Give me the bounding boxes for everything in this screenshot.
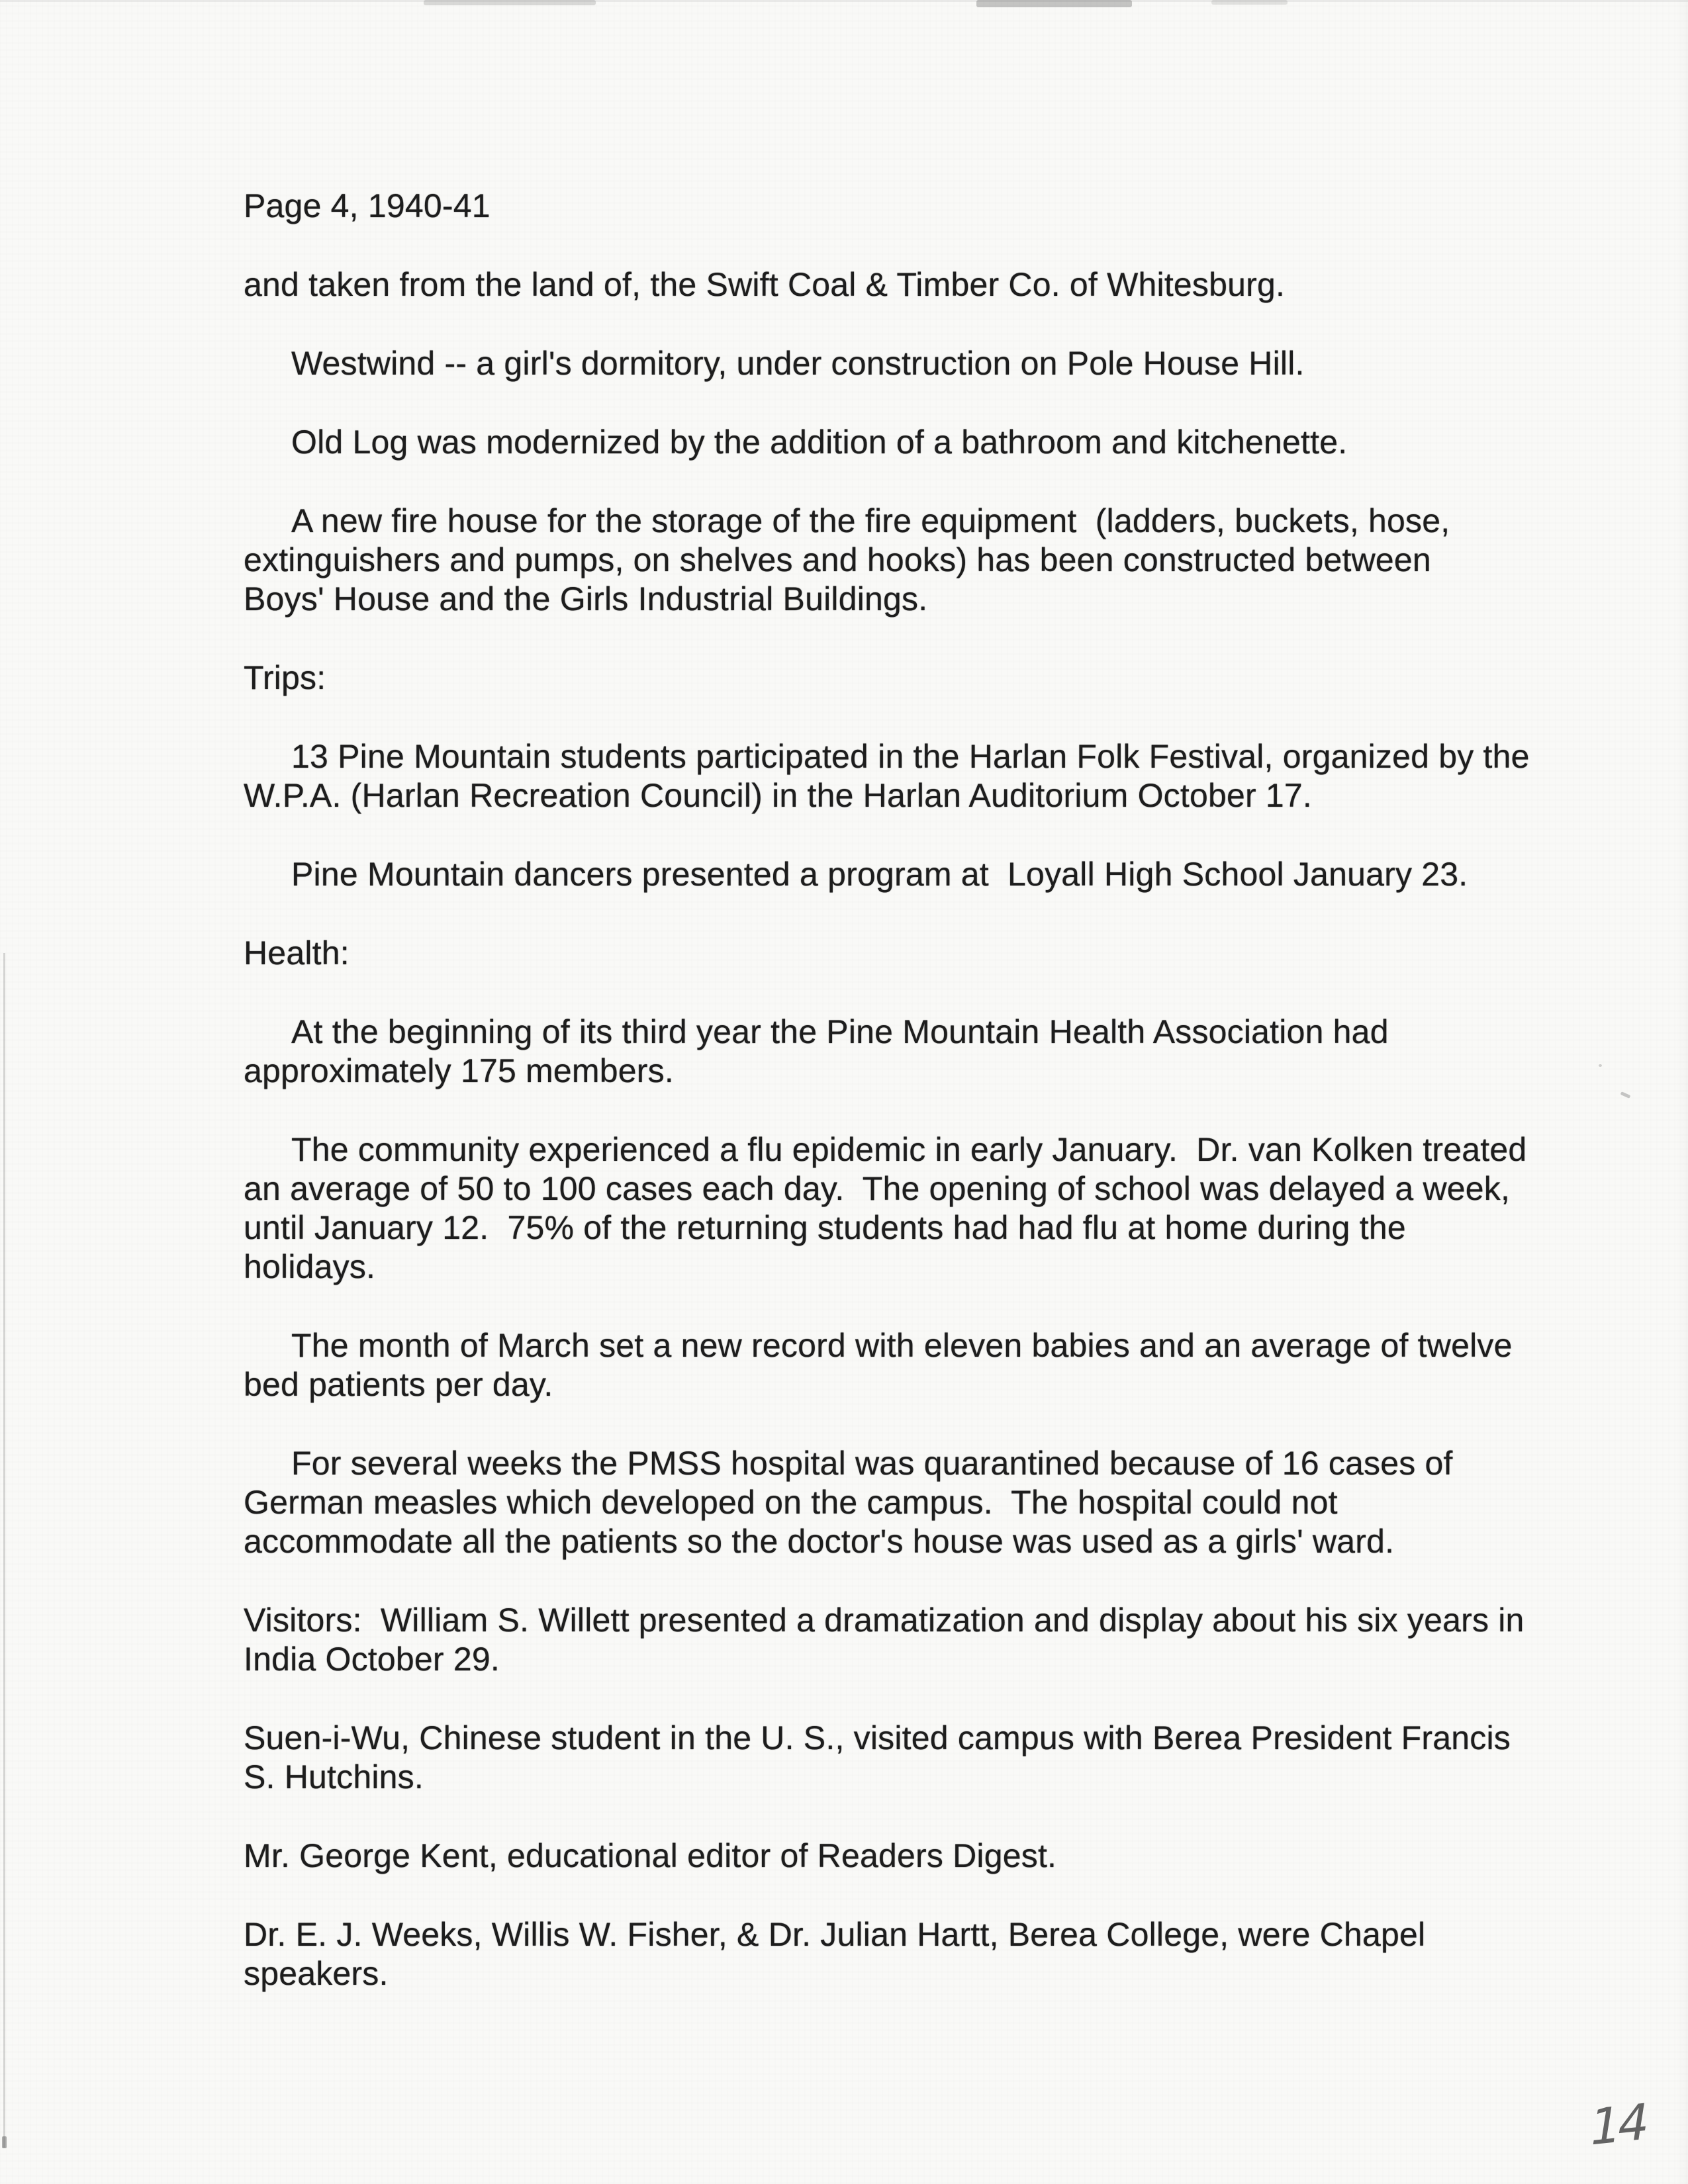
paragraph: [244, 344, 1601, 383]
text-line: W.P.A. (Harlan Recreation Council) in the Harlan Auditorium October 17.: [244, 777, 1313, 814]
text-line: Dr. E. J. Weeks, Willis W. Fisher, & Dr. Julian Hartt, Berea College, were Chapel: [244, 1916, 1426, 1953]
paragraph: [244, 1601, 1601, 1679]
scan-artifact-left-edge-line: [3, 953, 5, 2148]
paragraph: [244, 1013, 1601, 1091]
text-line: accommodate all the patients so the doctor's house was used as a girls' ward.: [244, 1523, 1395, 1560]
scan-artifact-top-edge-line: [0, 0, 1688, 2]
paragraph: [244, 1444, 1601, 1561]
text-line: Westwind -- a girl's dormitory, under construction on Pole House Hill.: [291, 345, 1305, 382]
scan-artifact-top-streak: [1211, 0, 1288, 5]
text-line: The community experienced a flu epidemic in early January. Dr. van Kolken treated: [291, 1131, 1527, 1168]
handwritten-page-number: 14: [1589, 2093, 1647, 2157]
scan-artifact-pencil-speck: [1620, 1091, 1631, 1099]
scan-artifact-left-edge-tick: [2, 2136, 7, 2148]
text-line: an average of 50 to 100 cases each day. The opening of school was delayed a week,: [244, 1170, 1511, 1207]
paragraph: [244, 265, 1601, 304]
text-line: Health:: [244, 934, 350, 972]
text-line: 13 Pine Mountain students participated in the Harlan Folk Festival, organized by the: [291, 738, 1530, 775]
paragraph: [244, 659, 1601, 698]
paragraph: [244, 423, 1601, 462]
scan-artifact-top-streak: [424, 0, 596, 5]
paragraph: [244, 855, 1601, 894]
text-line: and taken from the land of, the Swift Coal & Timber Co. of Whitesburg.: [244, 266, 1286, 303]
text-line: until January 12. 75% of the returning students had had flu at home during the: [244, 1209, 1406, 1246]
text-line: Boys' House and the Girls Industrial Buildings.: [244, 580, 928, 617]
text-line: Trips:: [244, 659, 326, 696]
text-line: bed patients per day.: [244, 1366, 553, 1403]
text-line: At the beginning of its third year the Pine Mountain Health Association had: [291, 1013, 1389, 1050]
paragraph: [244, 1326, 1601, 1404]
text-line: India October 29.: [244, 1641, 500, 1678]
paragraph: [244, 1130, 1601, 1287]
text-line: holidays.: [244, 1248, 376, 1285]
scan-artifact-right-shading: [1676, 0, 1688, 2184]
paragraph: [244, 1915, 1601, 1993]
paragraphs-container: [244, 265, 1601, 1993]
scan-artifact-top-streak: [976, 0, 1132, 7]
text-line: S. Hutchins.: [244, 1758, 424, 1796]
text-line: Suen-i-Wu, Chinese student in the U. S., visited campus with Berea President Francis: [244, 1719, 1511, 1756]
page-header: Page 4, 1940-41: [244, 187, 491, 224]
text-line: A new fire house for the storage of the fire equipment (ladders, buckets, hose,: [291, 502, 1450, 539]
text-line: The month of March set a new record with eleven babies and an average of twelve: [291, 1327, 1513, 1364]
text-line: German measles which developed on the campus. The hospital could not: [244, 1484, 1338, 1521]
paragraph: [244, 502, 1601, 619]
text-line: Visitors: William S. Willett presented a dramatization and display about his six years in: [244, 1602, 1524, 1639]
paragraph: [244, 1719, 1601, 1797]
text-line: approximately 175 members.: [244, 1052, 674, 1089]
paragraph: [244, 934, 1601, 973]
text-line: Mr. George Kent, educational editor of Readers Digest.: [244, 1837, 1057, 1874]
paragraph: [244, 737, 1601, 815]
paragraph: [244, 1837, 1601, 1876]
text-line: Pine Mountain dancers presented a program at Loyall High School January 23.: [291, 856, 1468, 893]
text-line: speakers.: [244, 1955, 389, 1992]
text-line: extinguishers and pumps, on shelves and hooks) has been constructed between: [244, 541, 1431, 578]
document-body: [244, 187, 1601, 1993]
text-line: Old Log was modernized by the addition of a bathroom and kitchenette.: [291, 424, 1348, 461]
text-line: For several weeks the PMSS hospital was quarantined because of 16 cases of: [291, 1445, 1453, 1482]
